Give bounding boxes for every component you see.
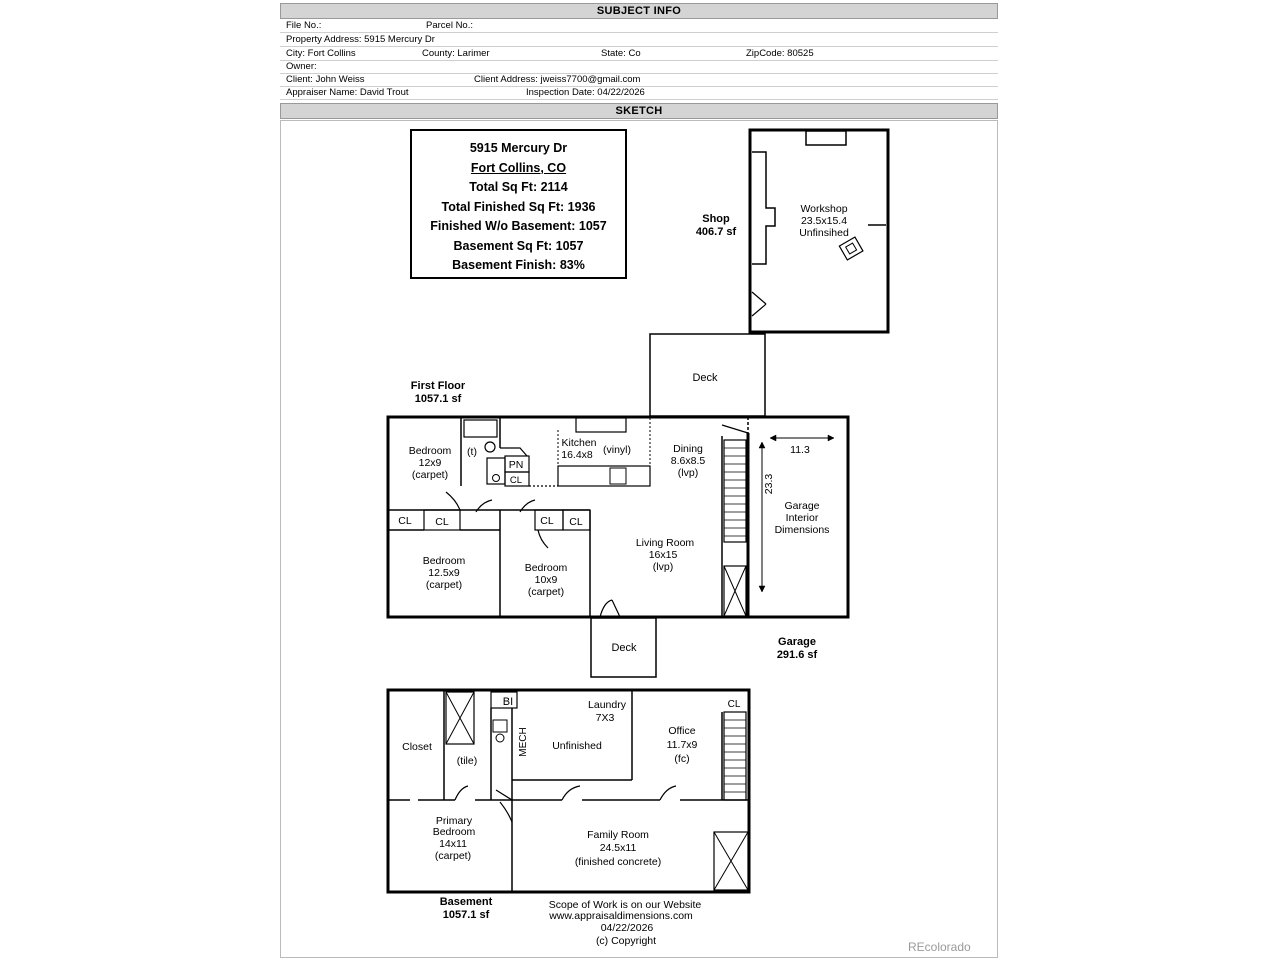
- workshop-finish: Unfinsihed: [799, 227, 849, 239]
- hall-closet3-label: CL: [540, 515, 554, 527]
- inspection-date: Inspection Date: 04/22/2026: [526, 87, 645, 98]
- recolorado-watermark: REcolorado: [908, 940, 971, 954]
- upper-deck-label: Deck: [692, 372, 718, 384]
- summary-basement-finish: Basement Finish: 83%: [452, 258, 585, 272]
- kitchen-floor: (vinyl): [603, 444, 631, 456]
- bedroom1-floor: (carpet): [411, 469, 449, 481]
- client-address: Client Address: jweiss7700@gmail.com: [474, 74, 641, 85]
- primary-line2: Bedroom: [432, 826, 476, 838]
- bath-tag: (t): [467, 446, 477, 458]
- workshop-name: Workshop: [800, 203, 848, 215]
- living-floor: (lvp): [652, 561, 674, 573]
- first-floor-label: First Floor: [410, 380, 466, 392]
- laundry-name: Laundry: [588, 699, 626, 711]
- file-no-label: File No.:: [286, 20, 322, 31]
- unfinished-label: Unfinished: [552, 740, 602, 752]
- county: County: Larimer: [422, 48, 490, 59]
- shop-label: Shop: [702, 213, 730, 225]
- bedroom1-dims: 12x9: [418, 457, 442, 469]
- basement-closet-label: CL: [727, 699, 741, 710]
- sketch-header: SKETCH: [280, 103, 998, 119]
- first-floor-area: 1057.1 sf: [414, 393, 462, 405]
- laundry-dims: 7X3: [595, 712, 615, 724]
- property-address: Property Address: 5915 Mercury Dr: [286, 34, 435, 45]
- workshop-dims: 23.5x15.4: [800, 215, 848, 227]
- summary-city: Fort Collins, CO: [470, 160, 567, 175]
- garage-interior-line2: Interior: [785, 512, 819, 524]
- subject-info-header: SUBJECT INFO: [280, 3, 998, 19]
- state: State: Co: [601, 48, 641, 59]
- dining-dims: 8.6x8.5: [670, 455, 706, 467]
- footer-line4: (c) Copyright: [595, 935, 657, 947]
- hall-closet1-label: CL: [398, 515, 412, 527]
- basement-area: 1057.1 sf: [442, 909, 490, 921]
- summary-total-finished: Total Finished Sq Ft: 1936: [441, 199, 596, 214]
- hall-closet4-label: CL: [569, 516, 583, 528]
- garage-interior-line3: Dimensions: [774, 524, 830, 536]
- zipcode: ZipCode: 80525: [746, 48, 814, 59]
- footer-line2: www.appraisaldimensions.com: [549, 910, 693, 922]
- tile-label: (tile): [456, 755, 478, 767]
- footer-line3: 04/22/2026: [600, 922, 654, 934]
- city: City: Fort Collins: [286, 48, 356, 59]
- summary-address: 5915 Mercury Dr: [469, 141, 568, 155]
- bedroom2-dims: 12.5x9: [428, 567, 460, 579]
- family-floor: (finished concrete): [574, 856, 662, 868]
- bedroom1-name: Bedroom: [408, 445, 452, 457]
- garage-interior-line1: Garage: [784, 500, 820, 512]
- bedroom3-dims: 10x9: [534, 574, 558, 586]
- mech-label: MECH: [518, 727, 529, 757]
- primary-dims: 14x11: [439, 838, 467, 850]
- hall-closet2-label: CL: [435, 516, 449, 528]
- garage-label: Garage: [778, 636, 816, 648]
- appraiser-name: Appraiser Name: David Trout: [286, 87, 409, 98]
- bi-label: BI: [502, 696, 514, 708]
- summary-basement-sqft: Basement Sq Ft: 1057: [453, 238, 584, 253]
- bedroom3-name: Bedroom: [524, 562, 568, 574]
- lower-deck-label: Deck: [611, 642, 637, 654]
- office-floor: (fc): [674, 753, 690, 765]
- bedroom2-name: Bedroom: [422, 555, 466, 567]
- family-name: Family Room: [587, 829, 649, 841]
- shop-area: 406.7 sf: [695, 226, 737, 238]
- kitchen-dims: 16.4x8: [561, 449, 593, 461]
- kitchen-name: Kitchen: [561, 437, 597, 449]
- summary-total-sqft: Total Sq Ft: 2114: [469, 180, 568, 194]
- parcel-no-label: Parcel No.:: [426, 20, 473, 31]
- pantry-label: PN: [508, 459, 524, 471]
- garage-depth: 23.3: [763, 473, 775, 495]
- summary-finished-wo-basement: Finished W/o Basement: 1057: [430, 219, 607, 233]
- dining-floor: (lvp): [677, 467, 699, 479]
- family-dims: 24.5x11: [599, 842, 637, 854]
- garage-area: 291.6 sf: [776, 649, 818, 661]
- garage-width: 11.3: [790, 444, 810, 456]
- primary-line1: Primary: [435, 815, 473, 827]
- office-name: Office: [668, 725, 696, 737]
- dining-name: Dining: [673, 443, 703, 455]
- primary-floor: (carpet): [434, 850, 472, 862]
- bedroom3-floor: (carpet): [527, 586, 565, 598]
- office-dims: 11.7x9: [666, 739, 698, 751]
- bath-closet-label: CL: [509, 475, 523, 486]
- basement-label: Basement: [439, 896, 493, 908]
- living-name: Living Room: [635, 537, 695, 549]
- client: Client: John Weiss: [286, 74, 365, 85]
- footer-line1: Scope of Work is on our Website: [548, 899, 702, 911]
- closet-label: Closet: [402, 741, 432, 753]
- owner-label: Owner:: [286, 61, 317, 72]
- bedroom2-floor: (carpet): [425, 579, 463, 591]
- living-dims: 16x15: [648, 549, 678, 561]
